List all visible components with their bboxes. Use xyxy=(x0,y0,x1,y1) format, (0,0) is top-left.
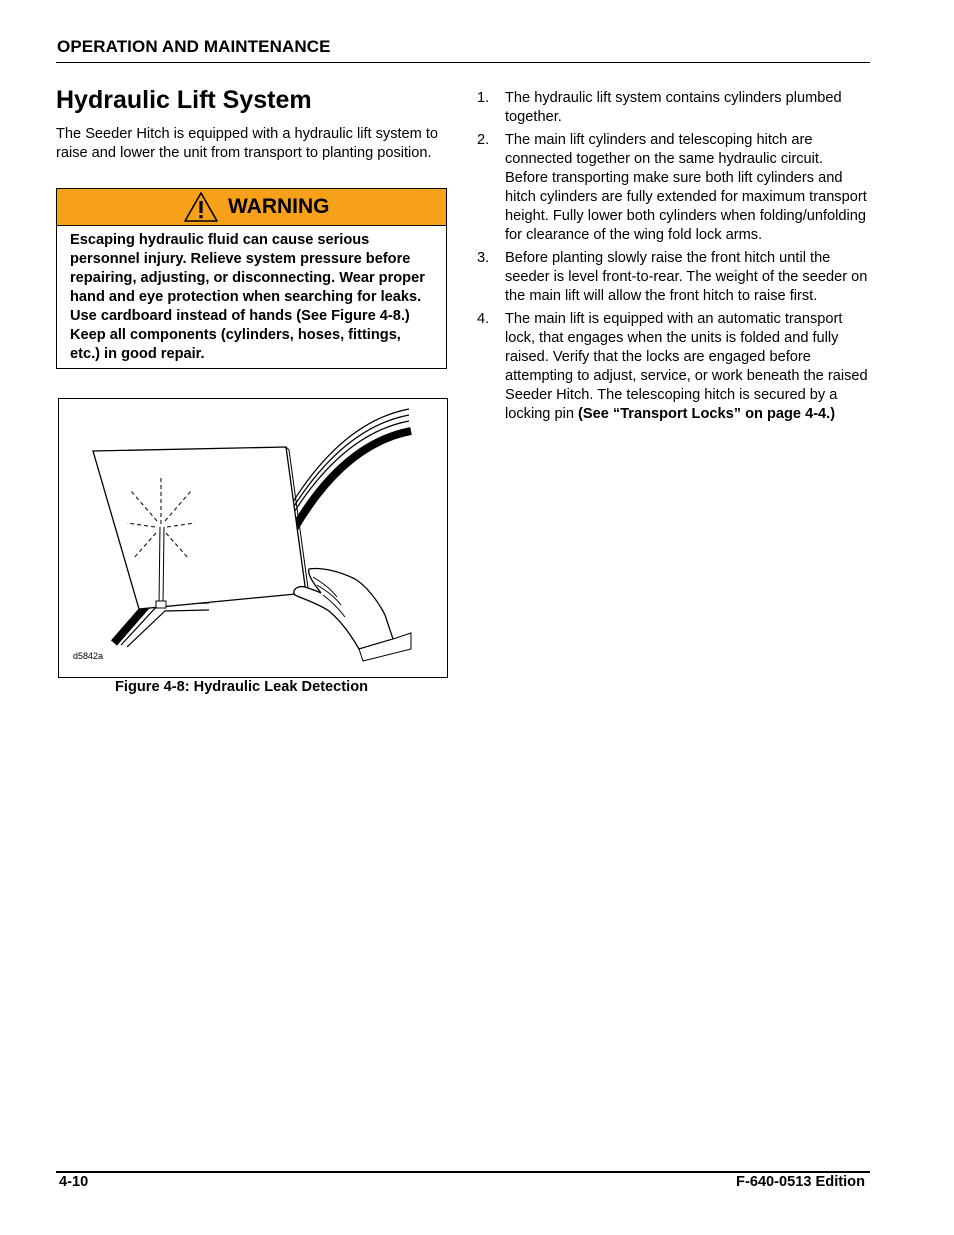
step-number: 1. xyxy=(477,90,490,106)
edition-label: F-640-0513 Edition xyxy=(736,1174,865,1190)
footer-rule xyxy=(56,1171,870,1173)
warning-text: Escaping hydraulic fluid can cause serious personnel injury. Relieve system pressure before repairing, adjusting, or disconnecting. Wear proper hand and eye protection when searching for leaks. Use cardboard instead of hands (See Figure 4-8.) Keep all components (cylinders, hoses, fittings, etc.) in good repair. xyxy=(70,232,425,362)
step-number: 4. xyxy=(477,311,490,327)
warning-triangle-icon xyxy=(184,192,218,222)
section-title: Hydraulic Lift System xyxy=(56,86,312,114)
list-item xyxy=(477,131,870,245)
warning-label: WARNING xyxy=(228,195,330,218)
list-item xyxy=(477,89,870,127)
figure-frame xyxy=(58,398,448,678)
step-text: The main lift is equipped with an automatic transport lock, that engages when the units is folded and fully raised. Verify that the locks are engaged before attempting to adjust, service, or work beneath the raised Seeder Hitch. The telescoping hitch is secured by a locking pin xyxy=(505,311,868,422)
step-number: 2. xyxy=(477,132,490,148)
list-item xyxy=(477,249,870,306)
step-text: The main lift cylinders and telescoping hitch are connected together on the same hydraulic circuit. Before transporting make sure both lift cylinders and hitch cylinders are fully extended for maximum transport height. Fully lower both cylinders when folding/unfolding for clearance of the wing fold lock arms. xyxy=(505,132,867,243)
procedure-steps xyxy=(477,89,870,428)
header-rule xyxy=(56,62,870,63)
transport-locks-reference: (See “Transport Locks” on page 4-4.) xyxy=(578,406,836,422)
step-text: Before planting slowly raise the front hitch until the seeder is level front-to-rear. The weight of the seeder on the main lift will allow the front hitch to raise first. xyxy=(505,250,868,304)
warning-box xyxy=(56,188,447,369)
list-item xyxy=(477,310,870,424)
step-number: 3. xyxy=(477,250,490,266)
figure-caption: Figure 4-8: Hydraulic Leak Detection xyxy=(115,679,369,695)
step-text: The hydraulic lift system contains cylinders plumbed together. xyxy=(505,90,842,125)
figure-id: d5842a xyxy=(73,651,104,661)
intro-paragraph: The Seeder Hitch is equipped with a hydraulic lift system to raise and lower the unit from transport to planting position. xyxy=(56,126,439,161)
hydraulic-leak-illustration xyxy=(59,399,447,677)
page-header-title: OPERATION AND MAINTENANCE xyxy=(57,37,331,56)
page-number: 4-10 xyxy=(59,1174,89,1190)
warning-header xyxy=(57,189,446,226)
